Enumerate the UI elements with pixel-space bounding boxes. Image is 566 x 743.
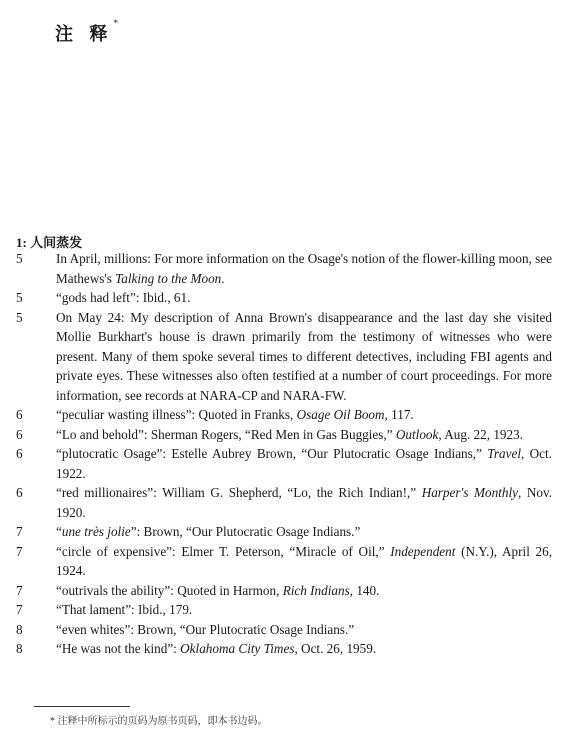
note-page-number: 8 [16,641,23,656]
note-text-lead: “peculiar wasting illness”: Quoted in Franks, [56,407,297,422]
note-text [56,620,552,640]
note-text [56,425,552,445]
page-title [55,20,118,46]
note-title-italic: Harper's Monthly [421,485,518,500]
note-text-tail: . [221,270,225,286]
note-page-number: 7 [16,602,23,617]
note-entry [16,425,552,445]
note-page-number: 5 [16,309,23,325]
note-entry [16,405,552,425]
note-page-number: 7 [16,582,23,598]
note-text-lead: “gods had left”: Ibid., 61. [56,290,191,305]
note-page-number: 6 [16,407,23,422]
note-title-italic: Travel [487,446,521,461]
note-page-number: 7 [16,543,23,559]
note-text-tail: , Aug. 22, 1923. [438,426,523,442]
notes-list [16,249,552,659]
note-text-lead: “That lament”: Ibid., 179. [56,602,193,617]
note-page-number: 5 [16,251,23,266]
note-text [56,444,552,483]
note-text-tail: , 140. [349,582,380,598]
note-text [56,308,552,406]
note-title-italic: Independent [390,543,456,559]
note-text [56,639,552,659]
footnote: * 注释中所标示的页码为原书页码，即本书边码。 [50,716,268,727]
note-entry [16,581,552,601]
note-page-number: 6 [16,426,23,442]
note-text-lead: On May 24: My description of Anna Brown's disappearance and the last day she visited Mollie Burkhart's house is drawn primarily from the testimony of witnesses who were present. Many of them spoke several times to different detectives, including FBI agents and private eyes. These witnesses also often testified at a number of court proceedings. For more information, see records at NARA-CP and NARA-FW. [56,309,552,403]
note-text-lead: “He was not the kind”: [56,641,181,656]
note-entry [16,288,552,308]
note-title-italic: une très jolie [61,524,131,539]
note-text-lead: In April, millions: For more information on the Osage's notion of the flower-killing moon, see Mathews's [56,251,552,286]
note-entry [16,522,552,542]
note-text [56,405,552,425]
note-title-italic: Rich Indians [282,582,350,598]
note-page-number: 7 [16,524,23,539]
note-text-lead: “plutocratic Osage”: Estelle Aubrey Brown, “Our Plutocratic Osage Indians,” [56,446,488,461]
note-title-italic: Oklahoma City Times [180,641,295,656]
note-text-tail: , 117. [384,407,414,422]
note-title-italic: Talking to the Moon [115,270,222,286]
note-entry [16,249,552,288]
note-page-number: 6 [16,446,23,461]
note-entry [16,444,552,483]
note-text-lead: “ [56,524,62,539]
note-text-lead: “circle of expensive”: Elmer T. Peterson, “Miracle of Oil,” [56,543,391,559]
note-text-lead: “outrivals the ability”: Quoted in Harmon, [56,582,283,598]
title-asterisk: * [113,18,118,28]
note-entry [16,639,552,659]
note-text-tail: , Oct. 26, 1959. [294,641,377,656]
note-title-italic: Osage Oil Boom [296,407,385,422]
note-text-tail: , Nov. 1920. [56,485,552,520]
note-text [56,600,552,620]
note-entry [16,600,552,620]
note-page-number: 8 [16,621,23,637]
section-heading: 1: 人间蒸发 [16,235,83,250]
note-text-lead: “Lo and behold”: Sherman Rogers, “Red Men in Gas Buggies,” [56,426,396,442]
note-entry [16,542,552,581]
note-entry [16,308,552,406]
note-text [56,522,552,542]
note-text [56,483,552,522]
note-text-lead: “even whites”: Brown, “Our Plutocratic Osage Indians.” [56,621,355,637]
title-text: 注 释 [55,24,114,44]
note-text-tail: ”: Brown, “Our Plutocratic Osage Indians.” [130,524,361,539]
note-text [56,542,552,581]
note-title-italic: Outlook [395,426,439,442]
note-entry [16,483,552,522]
note-text-tail: , Oct. 1922. [56,446,552,481]
note-text [56,581,552,601]
note-text [56,249,552,288]
note-entry [16,620,552,640]
note-page-number: 6 [16,485,23,500]
note-text-tail: (N.Y.), April 26, 1924. [56,543,552,578]
footnote-divider [34,706,130,707]
note-text-lead: “red millionaires”: William G. Shepherd, “Lo, the Rich Indian!,” [56,485,422,500]
note-text [56,288,552,308]
note-page-number: 5 [16,290,23,305]
